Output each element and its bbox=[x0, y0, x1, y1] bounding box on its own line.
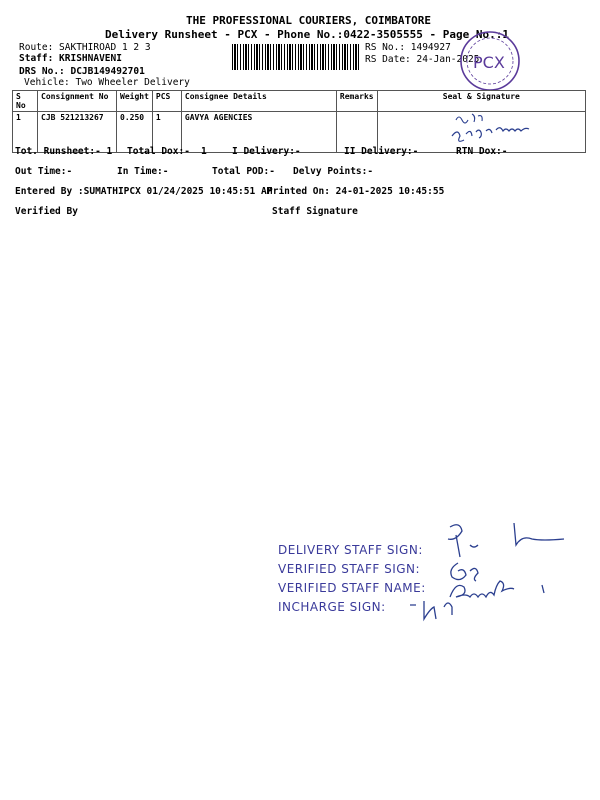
cell-weight: 0.250 bbox=[117, 112, 153, 153]
col-sno: S No bbox=[13, 91, 38, 112]
tot-runsheet: Tot. Runsheet:- 1 bbox=[15, 146, 113, 157]
col-consignment: Consignment No bbox=[38, 91, 117, 112]
out-time: Out Time:- bbox=[15, 166, 73, 177]
drs-number: DRS No.: DCJB149492701 bbox=[19, 66, 145, 77]
vehicle-label: Vehicle: Two Wheeler Delivery bbox=[24, 77, 190, 88]
staff-signature: Staff Signature bbox=[272, 206, 358, 217]
i-delivery: I Delivery:- bbox=[232, 146, 301, 157]
stamp-verified-staff-name: VERIFIED STAFF NAME: bbox=[278, 581, 426, 595]
company-title: THE PROFESSIONAL COURIERS, COIMBATORE bbox=[186, 14, 432, 27]
cell-consignment: CJB 521213267 bbox=[38, 112, 117, 153]
col-remarks: Remarks bbox=[336, 91, 377, 112]
cell-pcs: 1 bbox=[152, 112, 181, 153]
ii-delivery: II Delivery:- bbox=[344, 146, 419, 157]
runsheet-subtitle: Delivery Runsheet - PCX - Phone No.:0422-3505555 - Page No.:1 bbox=[105, 28, 509, 41]
barcode-image bbox=[232, 44, 360, 70]
entered-by: Entered By :SUMATHIPCX 01/24/2025 10:45:51 AM bbox=[15, 186, 273, 197]
verified-by: Verified By bbox=[15, 206, 78, 217]
rs-date: RS Date: 24-Jan-2025 bbox=[365, 54, 480, 65]
stamp-incharge-sign: INCHARGE SIGN: bbox=[278, 600, 386, 614]
pcx-stamp bbox=[455, 26, 525, 96]
in-time: In Time:- bbox=[117, 166, 169, 177]
printed-on: Printed On: 24-01-2025 10:45:55 bbox=[267, 186, 445, 197]
route-label: Route: SAKTHIROAD 1 2 3 bbox=[19, 42, 151, 53]
total-dox: Total Dox:- bbox=[127, 146, 190, 157]
total-pod: Total POD:- bbox=[212, 166, 275, 177]
stamp-delivery-staff-sign: DELIVERY STAFF SIGN: bbox=[278, 543, 423, 557]
staff-label: Staff: KRISHNAVENI bbox=[19, 53, 122, 64]
rtn-dox: RTN Dox:- bbox=[456, 146, 508, 157]
col-pcs: PCS bbox=[152, 91, 181, 112]
handwritten-signatures bbox=[400, 515, 580, 630]
col-seal: Seal & Signature bbox=[377, 91, 585, 112]
stamp-pcx-text: PCX bbox=[473, 53, 505, 72]
cell-sno: 1 bbox=[13, 112, 38, 153]
col-weight: Weight bbox=[117, 91, 153, 112]
rs-number: RS No.: 1494927 bbox=[365, 42, 451, 53]
cell-consignee: GAVYA AGENCIES bbox=[181, 112, 336, 153]
col-consignee: Consignee Details bbox=[181, 91, 336, 112]
stamp-verified-staff-sign: VERIFIED STAFF SIGN: bbox=[278, 562, 421, 576]
delvy-points: Delvy Points:- bbox=[293, 166, 374, 177]
total-dox-value: 1 bbox=[201, 146, 207, 157]
